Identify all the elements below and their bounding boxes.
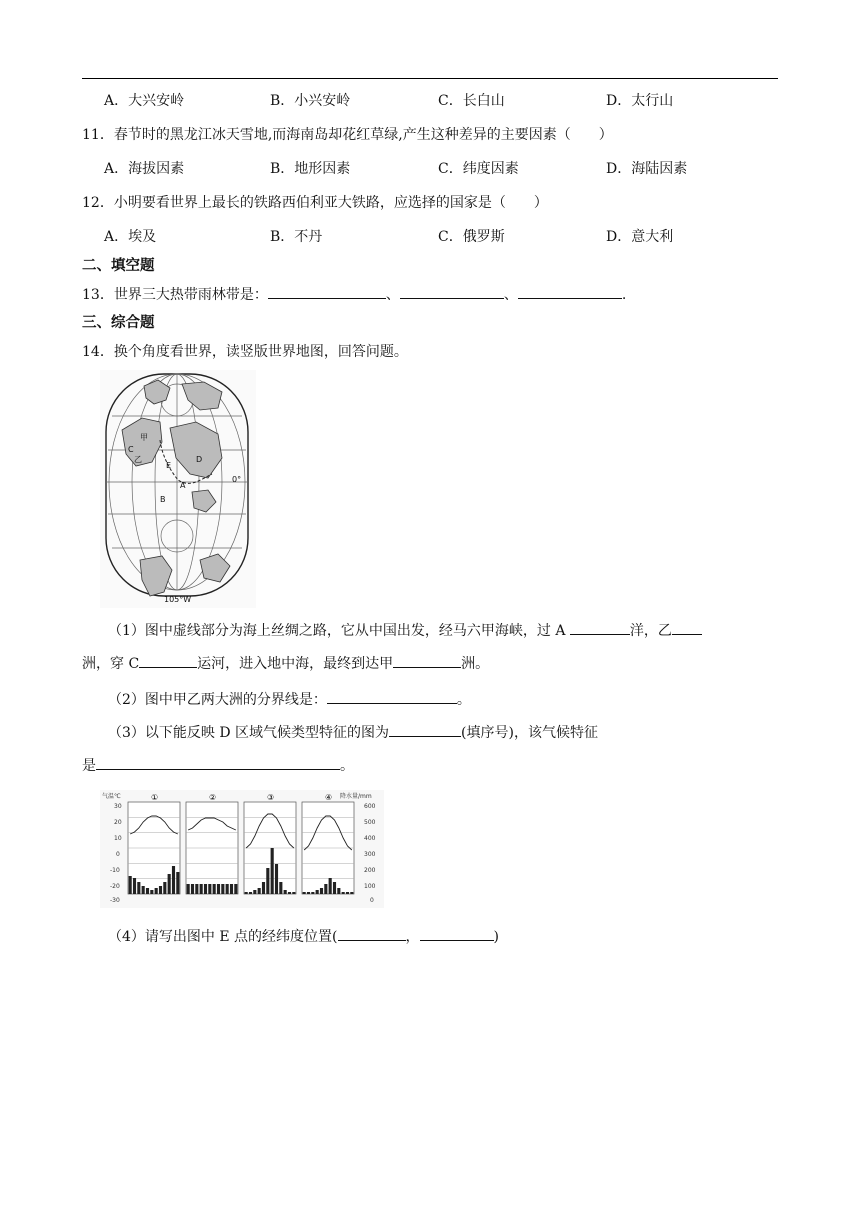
right-tick: 400 xyxy=(364,835,376,842)
map-label-equator: 0° xyxy=(232,475,242,484)
q14-sub3-text-4: 。 xyxy=(340,758,354,774)
q14-sub3-blank-number[interactable] xyxy=(389,724,461,737)
q13-end: . xyxy=(621,287,627,303)
precipitation-bar xyxy=(350,892,353,894)
right-tick: 600 xyxy=(364,803,376,810)
q14-sub3-text-1: （3）以下能反映 D 区域气候类型特征的图为 xyxy=(108,725,390,741)
q13-blank-2[interactable] xyxy=(400,286,504,299)
map-label-a: A xyxy=(180,481,186,490)
q11-option-d: D．海陆因素 xyxy=(606,161,688,177)
precipitation-bar xyxy=(137,882,140,894)
precipitation-bar xyxy=(213,884,216,894)
left-tick: 10 xyxy=(114,835,122,842)
left-tick: -10 xyxy=(110,867,120,874)
q14-sub4-blank-lat[interactable] xyxy=(420,928,494,941)
precipitation-bar xyxy=(155,888,158,894)
q10-option-a: A．大兴安岭 xyxy=(104,93,185,109)
q14-sub3-line1 xyxy=(108,722,598,742)
q14-sub1-text-5: 洲。 xyxy=(461,656,490,672)
precipitation-bar xyxy=(168,874,171,894)
q10-option-b: B．小兴安岭 xyxy=(270,93,351,109)
precipitation-bar xyxy=(204,884,207,894)
left-axis-label: 气温℃ xyxy=(102,793,121,800)
q14-sub2-blank[interactable] xyxy=(327,691,457,704)
left-tick: 30 xyxy=(114,803,122,810)
q13-sep-2: 、 xyxy=(503,287,518,303)
left-tick: -30 xyxy=(110,897,120,904)
map-label-b: B xyxy=(160,495,166,504)
climate-panel-title: ④ xyxy=(325,793,333,802)
q12-option-a: A．埃及 xyxy=(104,229,157,245)
q14-sub3-text-2: (填序号)，该气候特征 xyxy=(461,725,598,741)
precipitation-bar xyxy=(275,864,278,894)
q14-sub1-text-1: （1）图中虚线部分为海上丝绸之路，它从中国出发，经马六甲海峡，过 A xyxy=(108,623,570,639)
header-rule xyxy=(82,78,778,79)
map-label-e: E xyxy=(166,461,172,470)
precipitation-bar xyxy=(249,892,252,894)
precipitation-bar xyxy=(187,884,190,894)
q14-sub3-text-3: 是 xyxy=(82,758,96,774)
precipitation-bar xyxy=(303,892,306,894)
vertical-world-map xyxy=(100,370,256,608)
q10-option-c: C．长白山 xyxy=(438,93,505,109)
precipitation-bar xyxy=(258,888,261,894)
precipitation-bar xyxy=(311,892,314,894)
q14-stem: 14．换个角度看世界，读竖版世界地图，回答问题。 xyxy=(82,344,408,360)
q14-sub1-blank-yi[interactable] xyxy=(672,622,702,635)
precipitation-bar xyxy=(245,892,248,894)
precipitation-bar xyxy=(195,884,198,894)
q14-sub4-line xyxy=(108,926,499,946)
q14-sub1-blank-jia[interactable] xyxy=(393,655,461,668)
left-tick: -20 xyxy=(110,883,120,890)
q14-sub1-text-4: 运河，进入地中海，最终到达甲 xyxy=(197,656,394,672)
precipitation-bar xyxy=(208,884,211,894)
q12-stem: 12．小明要看世界上最长的铁路西伯利亚大铁路，应选择的国家是（ ） xyxy=(82,195,548,211)
precipitation-bar xyxy=(150,890,153,894)
precipitation-bar xyxy=(284,890,287,894)
left-tick: 0 xyxy=(116,851,120,858)
precipitation-bar xyxy=(337,888,340,894)
section-heading-fill-blank: 二、填空题 xyxy=(82,258,155,274)
q14-sub3-blank-feature[interactable] xyxy=(96,757,340,770)
right-tick: 200 xyxy=(364,867,376,874)
q11-option-c: C．纬度因素 xyxy=(438,161,519,177)
map-label-d: D xyxy=(196,455,203,464)
q14-sub2-text-2: 。 xyxy=(456,692,471,708)
q14-sub2-text-1: （2）图中甲乙两大洲的分界线是： xyxy=(108,692,327,708)
left-tick: 20 xyxy=(114,819,122,826)
map-label-yi: 乙 xyxy=(134,455,142,464)
q11-option-b: B．地形因素 xyxy=(270,161,351,177)
precipitation-bar xyxy=(146,888,149,894)
q13-prefix: 13．世界三大热带雨林带是： xyxy=(82,287,268,303)
precipitation-bar xyxy=(262,882,265,894)
precipitation-bar xyxy=(226,884,229,894)
precipitation-bar xyxy=(253,890,256,894)
precipitation-bar xyxy=(159,886,162,894)
q14-sub1-text-2: 洋，乙 xyxy=(629,623,672,639)
q12-option-b: B．不丹 xyxy=(270,229,323,245)
climate-panel-title: ② xyxy=(209,793,217,802)
q14-sub1-line2 xyxy=(82,653,489,673)
precipitation-bar xyxy=(176,872,179,894)
precipitation-bar xyxy=(142,886,145,894)
precipitation-bar xyxy=(172,866,175,894)
q13-blank-3[interactable] xyxy=(518,286,622,299)
right-axis-label: 降水量/mm xyxy=(340,793,372,800)
precipitation-bar xyxy=(230,884,233,894)
precipitation-bar xyxy=(342,892,345,894)
q14-sub2-line xyxy=(108,689,471,709)
precipitation-bar xyxy=(133,878,136,894)
q14-sub1-line1 xyxy=(108,620,702,640)
q12-option-d: D．意大利 xyxy=(606,229,674,245)
precipitation-bar xyxy=(129,876,132,894)
climate-panel-title: ③ xyxy=(267,793,275,802)
q11-stem: 11．春节时的黑龙江冰天雪地,而海南岛却花红草绿,产生这种差异的主要因素（ ） xyxy=(82,127,613,143)
precipitation-bar xyxy=(329,878,332,894)
climate-panel-title: ① xyxy=(151,793,159,802)
precipitation-bar xyxy=(320,888,323,894)
precipitation-bar xyxy=(200,884,203,894)
q14-sub4-text-2: ， xyxy=(405,929,420,945)
precipitation-bar xyxy=(316,890,319,894)
q14-sub1-blank-ocean[interactable] xyxy=(570,622,630,635)
right-tick: 500 xyxy=(364,819,376,826)
q14-sub4-blank-lon[interactable] xyxy=(338,928,406,941)
precipitation-bar xyxy=(221,884,224,894)
precipitation-bar xyxy=(163,882,166,894)
map-label-jia: 甲 xyxy=(140,433,148,442)
q10-option-d: D．太行山 xyxy=(606,93,674,109)
q13-blank-1[interactable] xyxy=(268,286,386,299)
map-label-c: C xyxy=(128,445,134,454)
precipitation-bar xyxy=(217,884,220,894)
precipitation-bar xyxy=(307,892,310,894)
precipitation-bar xyxy=(191,884,194,894)
q14-sub3-line2 xyxy=(82,755,354,775)
q13-line xyxy=(82,284,626,304)
precipitation-bar xyxy=(346,892,349,894)
q13-sep-1: 、 xyxy=(385,287,400,303)
q14-sub1-text-3: 洲，穿 C xyxy=(82,656,140,672)
precipitation-bar xyxy=(288,892,291,894)
map-label-105w: 105°W xyxy=(164,595,192,604)
precipitation-bar xyxy=(292,892,295,894)
right-tick: 100 xyxy=(364,883,376,890)
precipitation-bar xyxy=(324,884,327,894)
q12-option-c: C．俄罗斯 xyxy=(438,229,505,245)
precipitation-bar xyxy=(234,884,237,894)
q14-sub4-text-3: ) xyxy=(493,929,499,945)
q14-sub1-blank-canal[interactable] xyxy=(139,655,197,668)
section-heading-comprehensive: 三、综合题 xyxy=(82,315,155,331)
right-tick: 0 xyxy=(370,897,374,904)
q14-sub4-text-1: （4）请写出图中 E 点的经纬度位置( xyxy=(108,929,338,945)
right-tick: 300 xyxy=(364,851,376,858)
precipitation-bar xyxy=(271,848,274,894)
precipitation-bar xyxy=(333,882,336,894)
climate-charts-figure xyxy=(100,790,384,908)
precipitation-bar xyxy=(266,868,269,894)
q11-option-a: A．海拔因素 xyxy=(104,161,185,177)
precipitation-bar xyxy=(279,882,282,894)
